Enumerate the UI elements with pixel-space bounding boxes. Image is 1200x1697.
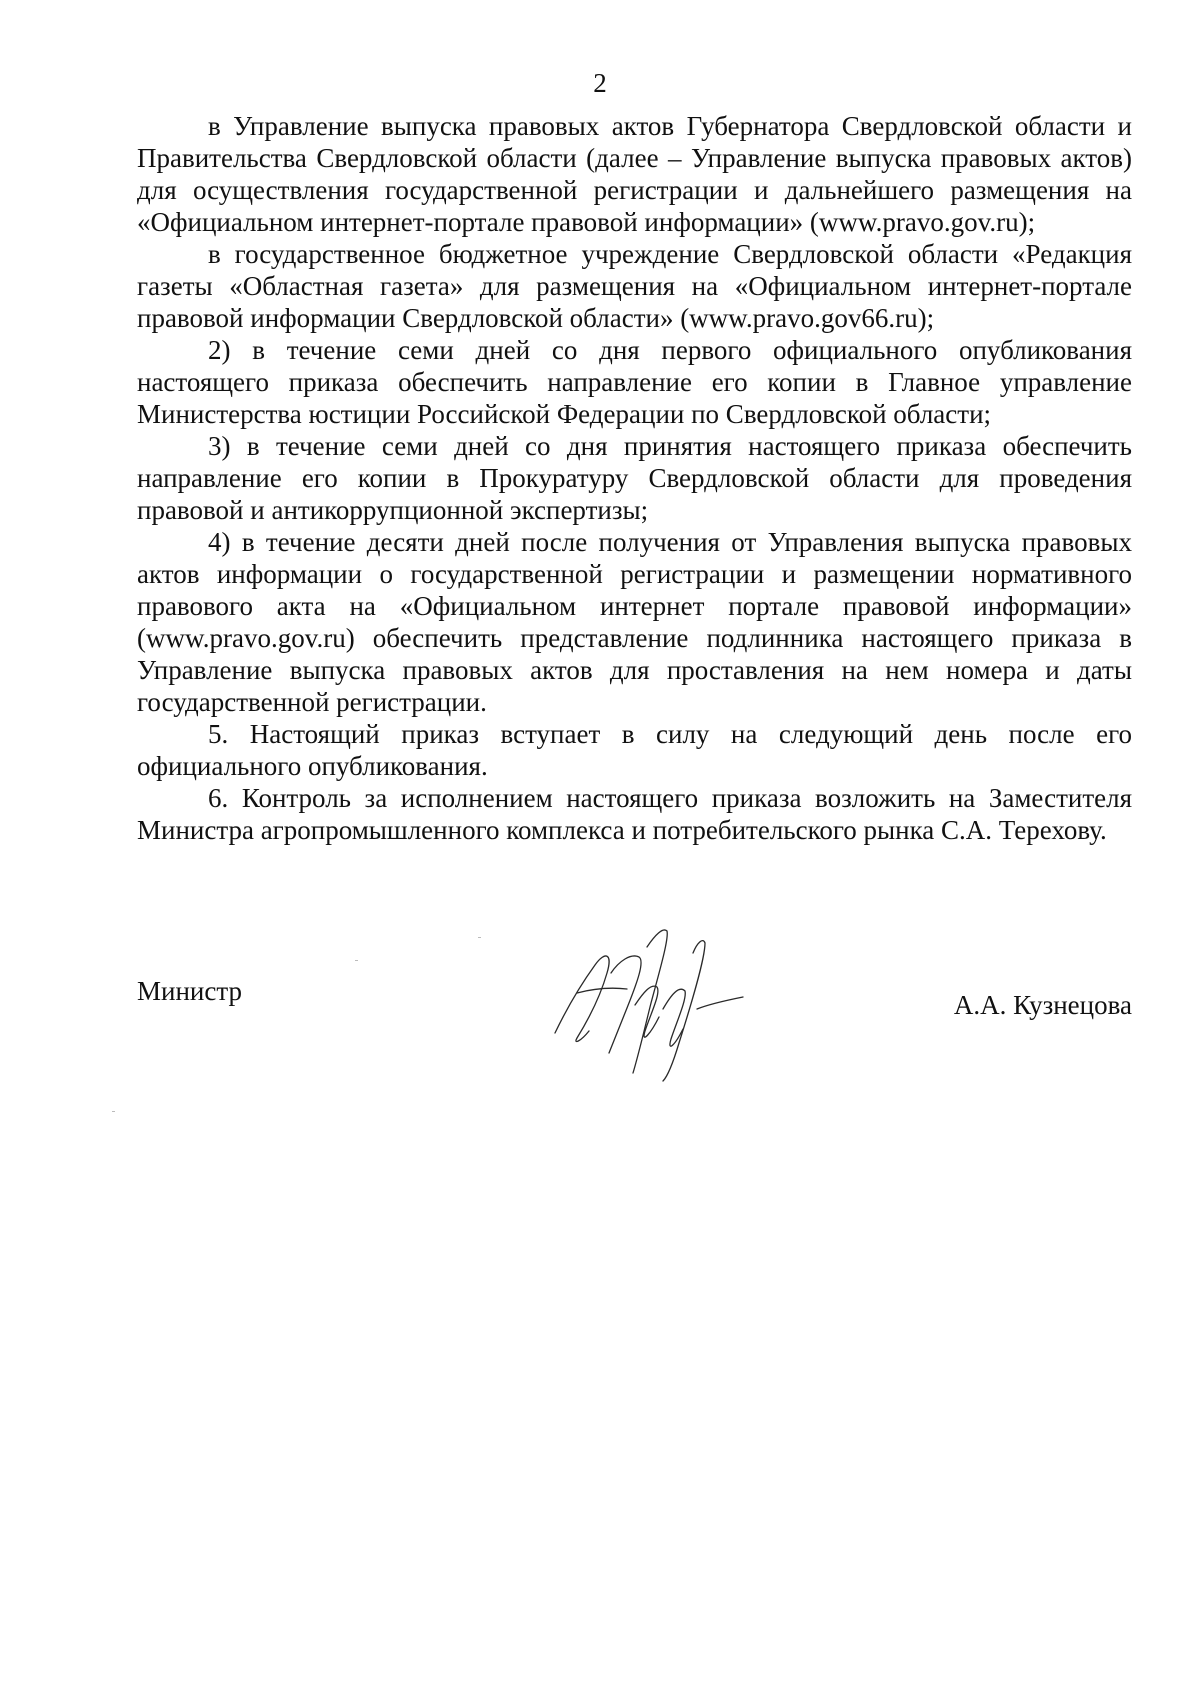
- scan-speck: [355, 960, 358, 961]
- paragraph-clause-6: 6. Контроль за исполнением настоящего приказа возложить на Заместителя Министра агропромышленного комплекса и потребительского рынка С.А. Терехову.: [137, 783, 1132, 845]
- scan-speck: [112, 1111, 115, 1112]
- paragraph-item-4: 4) в течение десяти дней после получения от Управления выпуска правовых актов информации о государственной регистрации и размещении нормативного правового акта на «Официальном интернет портале правовой информации» (www.pravo.gov.ru) обеспечить представление подлинника настоящего приказа в Управление выпуска правовых актов для проставления на нем номера и даты государственной регистрации.: [137, 527, 1132, 717]
- document-body: [137, 110, 1132, 846]
- signature-block: [137, 975, 1132, 1105]
- paragraph-recipient-oblastnaya-gazeta: в государственное бюджетное учреждение Свердловской области «Редакция газеты «Областная газета» для размещения на «Официальном интернет-портале правовой информации Свердловской области» (www.pravo.gov66.ru);: [137, 239, 1132, 333]
- signatory-name: А.А. Кузнецова: [953, 990, 1132, 1020]
- paragraph-recipient-legal-acts-department: в Управление выпуска правовых актов Губернатора Свердловской области и Правительства Свердловской области (далее – Управление выпуска правовых актов) для осуществления государственной регистрации и дальнейшего размещения на «Официальном интернет-портале правовой информации» (www.pravo.gov.ru);: [137, 111, 1132, 237]
- paragraph-clause-5: 5. Настоящий приказ вступает в силу на следующий день после его официального опубликования.: [137, 719, 1132, 781]
- page-number: 2: [593, 68, 607, 98]
- signatory-position: Министр: [137, 976, 242, 1006]
- scan-speck: [478, 937, 481, 938]
- paragraph-item-2: 2) в течение семи дней со дня первого официального опубликования настоящего приказа обеспечить направление его копии в Главное управление Министерства юстиции Российской Федерации по Свердловской области;: [137, 335, 1132, 429]
- paragraph-item-3: 3) в течение семи дней со дня принятия настоящего приказа обеспечить направление его копии в Прокуратуру Свердловской области для проведения правовой и антикоррупционной экспертизы;: [137, 431, 1132, 525]
- handwritten-signature: [547, 913, 757, 1083]
